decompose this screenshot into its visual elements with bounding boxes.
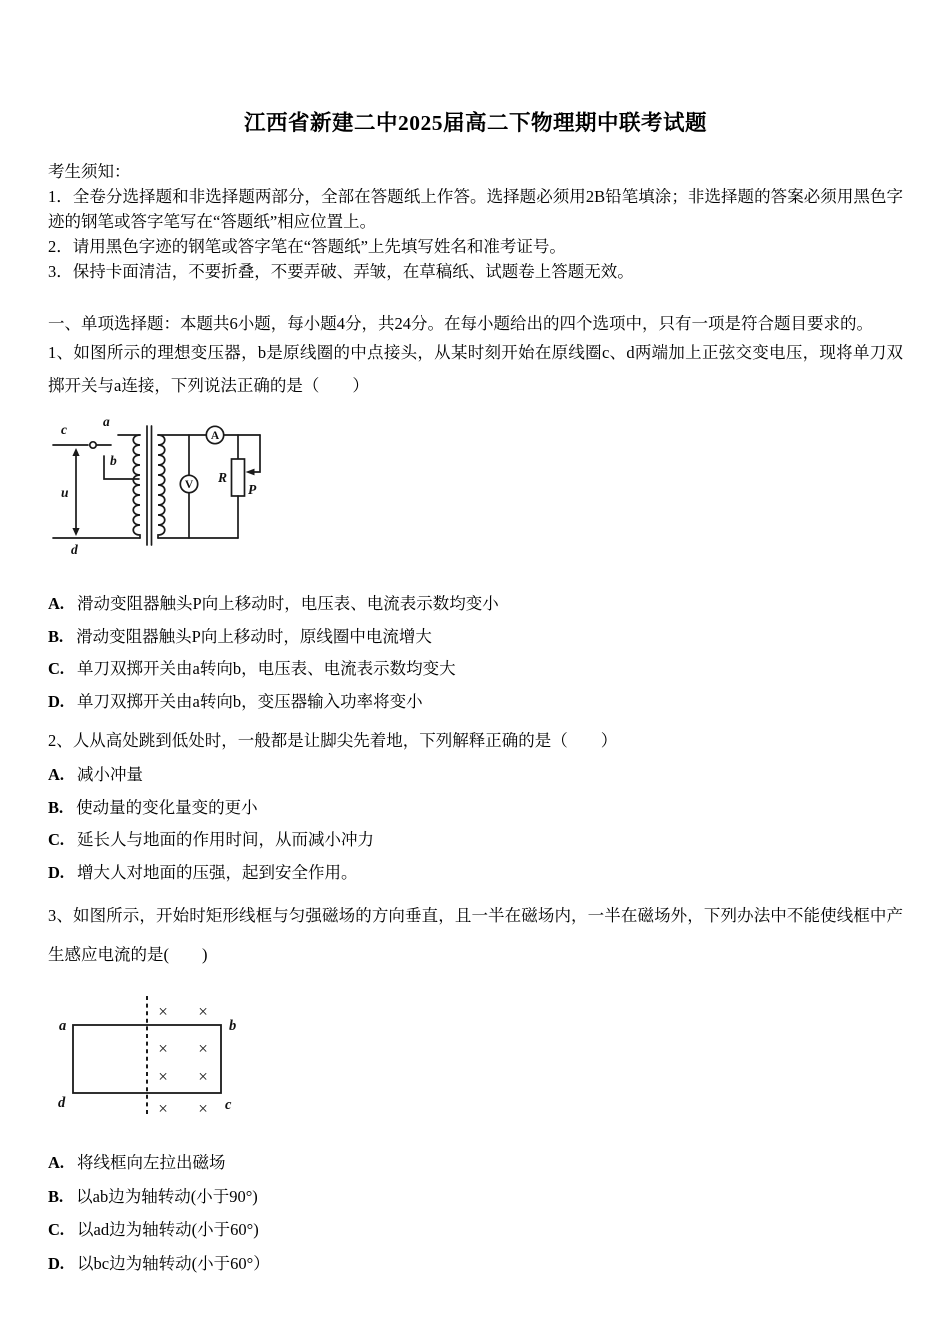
question-3-option-d <box>48 1247 903 1281</box>
option-text: 使动量的变化量变的更小 <box>76 797 258 817</box>
question-3-stem-text: 如图所示，开始时矩形线框与匀强磁场的方向垂直，且一半在磁场内，一半在磁场外，下列办法中不能使线框中产生感应电流的是( ) <box>48 906 904 964</box>
question-2-number: 2、 <box>48 731 73 750</box>
candidate-notice <box>48 159 903 284</box>
question-3-option-b <box>48 1180 903 1214</box>
primary-coil <box>133 435 140 538</box>
label-terminal-c: c <box>61 422 67 437</box>
field-cross-icon: × <box>198 1067 208 1086</box>
field-cross-icon: × <box>198 1039 208 1058</box>
field-cross-icon: × <box>158 1099 168 1118</box>
question-1-option-d <box>48 686 903 719</box>
label-voltage-u: u <box>61 485 69 500</box>
option-letter: D. <box>48 1253 65 1273</box>
label-corner-a: a <box>59 1018 67 1034</box>
label-corner-d: d <box>58 1095 66 1111</box>
option-letter: D. <box>48 862 65 882</box>
option-letter: B. <box>48 797 64 817</box>
option-text: 滑动变阻器触头P向上移动时，电压表、电流表示数均变小 <box>77 594 499 613</box>
slider-arrow-icon <box>246 469 255 476</box>
label-rheostat-r: R <box>217 470 227 485</box>
option-text: 单刀双掷开关由a转向b，电压表、电流表示数均变大 <box>77 659 456 678</box>
section-heading: 一、单项选择题：本题共6小题，每小题4分，共24分。在每小题给出的四个选项中，只有一项是符合题目要求的。 <box>48 314 873 333</box>
option-text: 将线框向左拉出磁场 <box>77 1153 226 1172</box>
transformer-circuit-figure <box>48 411 903 576</box>
option-text: 延长人与地面的作用时间，从而减小冲力 <box>77 830 375 849</box>
label-corner-b: b <box>229 1018 237 1034</box>
option-letter: A. <box>48 765 65 784</box>
option-letter: C. <box>48 830 65 849</box>
option-text: 以ab边为轴转动(小于90°) <box>76 1186 258 1206</box>
question-3-option-c <box>48 1213 903 1247</box>
question-3 <box>48 896 903 1280</box>
option-text: 减小冲量 <box>77 765 144 784</box>
option-text: 以bc边为轴转动(小于60°） <box>77 1253 270 1273</box>
page-title: 江西省新建二中2025届高二下物理期中联考试题 <box>243 111 707 135</box>
field-cross-icon: × <box>158 1002 168 1021</box>
field-cross-icon: × <box>198 1002 208 1021</box>
label-voltmeter: V <box>184 479 194 492</box>
question-3-number: 3、 <box>48 906 73 925</box>
question-2-option-a <box>48 759 903 792</box>
question-1-stem <box>48 336 903 402</box>
rheostat-body <box>232 459 245 496</box>
field-cross-icon: × <box>198 1099 208 1118</box>
notice-item-3: 3．保持卡面清洁，不要折叠，不要弄破、弄皱，在草稿纸、试题卷上答题无效。 <box>48 262 634 281</box>
option-letter: A. <box>48 1153 65 1172</box>
label-terminal-a: a <box>103 414 110 429</box>
option-text: 滑动变阻器触头P向上移动时，原线圈中电流增大 <box>76 626 432 646</box>
voltage-arrowhead-up <box>72 448 79 456</box>
question-2-stem <box>48 724 903 757</box>
question-2-option-c <box>48 824 903 857</box>
transformer-circuit-svg <box>48 411 338 571</box>
option-text: 以ad边为轴转动(小于60°) <box>77 1220 259 1239</box>
question-2-option-b <box>48 792 903 825</box>
question-1-number: 1、 <box>48 343 74 362</box>
option-text: 增大人对地面的压强，起到安全作用。 <box>77 862 358 882</box>
notice-item-1: 1．全卷分选择题和非选择题两部分，全部在答题纸上作答。选择题必须用2B铅笔填涂；非选择题的答案必须用黑色字迹的钢笔或答字笔写在“答题纸”相应位置上。 <box>48 187 903 231</box>
label-terminal-d: d <box>71 542 78 557</box>
question-3-stem <box>48 896 903 974</box>
option-text: 单刀双掷开关由a转向b，变压器输入功率将变小 <box>77 691 423 711</box>
option-letter: C. <box>48 1220 65 1239</box>
wire-frame-field-figure <box>51 988 903 1128</box>
question-1-option-a <box>48 588 903 621</box>
question-1-stem-text: 如图所示的理想变压器，b是原线圈的中点接头，从某时刻开始在原线圈c、d两端加上正弦交变电压，现将单刀双掷开关与a连接，下列说法正确的是（ ） <box>48 343 904 395</box>
label-terminal-b: b <box>110 453 117 468</box>
switch-contact-icon <box>90 442 96 448</box>
voltage-arrowhead-down <box>72 528 79 536</box>
question-2-options <box>48 759 903 889</box>
wire-frame-field-svg <box>51 988 281 1123</box>
notice-item-2: 2．请用黑色字迹的钢笔或答字笔在“答题纸”上先填写姓名和准考证号。 <box>48 237 566 256</box>
option-letter: B. <box>48 1186 64 1206</box>
option-letter: A. <box>48 594 65 613</box>
field-cross-icon: × <box>158 1067 168 1086</box>
label-corner-c: c <box>225 1097 232 1113</box>
option-letter: C. <box>48 659 65 678</box>
question-3-option-a <box>48 1146 903 1180</box>
option-letter: D. <box>48 691 65 711</box>
option-letter: B. <box>48 626 64 646</box>
question-2 <box>48 724 903 889</box>
slider-wire <box>254 435 260 472</box>
circuit-wires <box>53 426 260 545</box>
question-2-option-d <box>48 857 903 890</box>
field-cross-icon: × <box>158 1039 168 1058</box>
label-ammeter: A <box>210 430 220 443</box>
question-1-option-b <box>48 621 903 654</box>
field-cross-symbols <box>158 1002 208 1118</box>
question-1 <box>48 336 903 718</box>
question-2-stem-text: 人从高处跳到低处时，一般都是让脚尖先着地，下列解释正确的是（ ） <box>72 731 618 750</box>
notice-heading: 考生须知： <box>48 162 131 181</box>
secondary-coil <box>158 435 165 538</box>
question-3-options <box>48 1146 903 1280</box>
question-1-option-c <box>48 653 903 686</box>
question-1-options <box>48 588 903 718</box>
label-slider-p: P <box>248 482 257 497</box>
